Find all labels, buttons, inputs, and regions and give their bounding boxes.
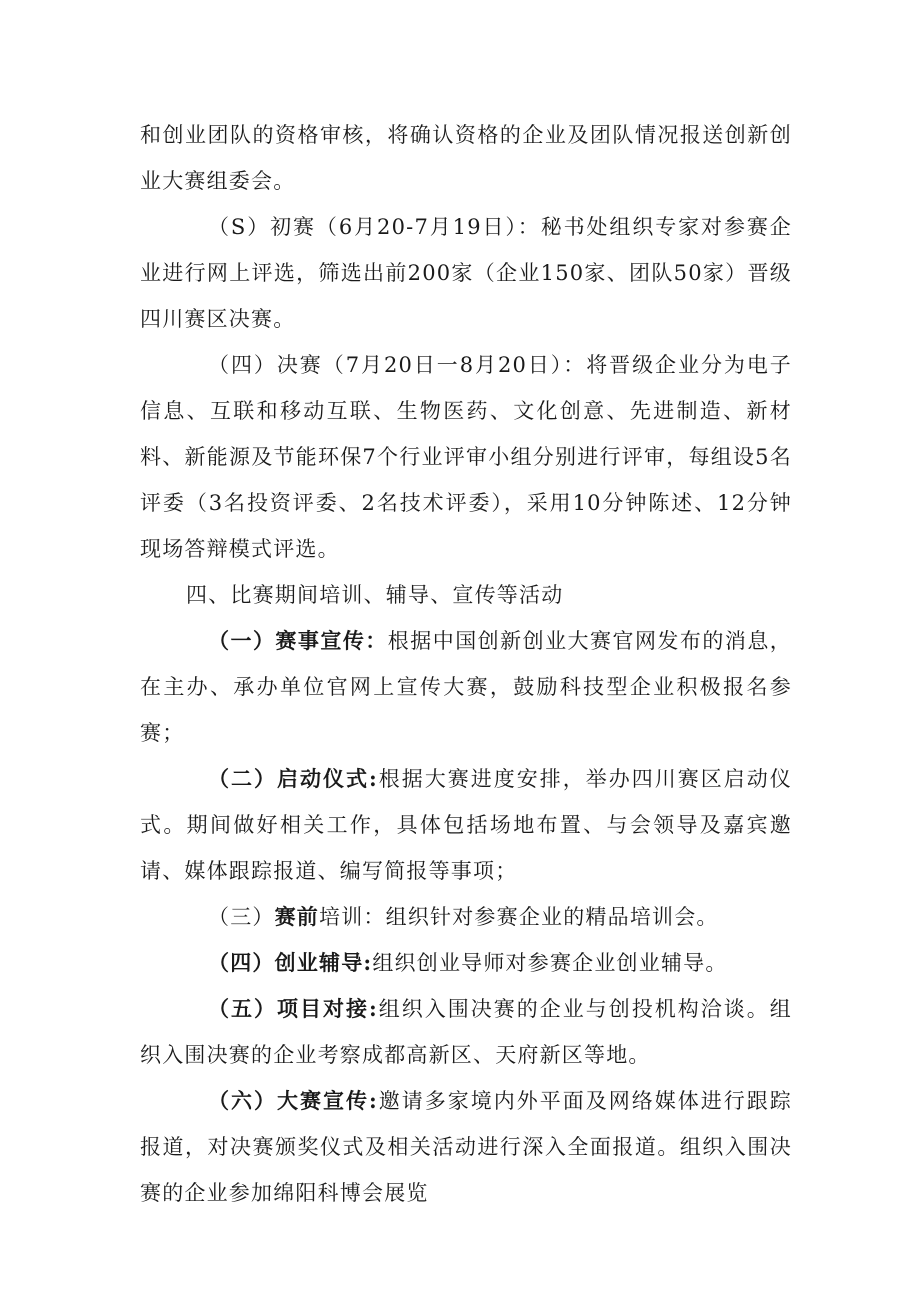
paragraph-text: （S）初赛（6月20-7月19日）：秘书处组织专家对参赛企业进行网上评选，筛选出前200家（企业150家、团队50家）晋级四川赛区决赛。 — [140, 215, 792, 331]
paragraph-lead-bold: 赛前 — [274, 904, 320, 929]
paragraph-lead-bold: （四）创业辅导: — [208, 950, 373, 975]
paragraph-entrepreneurship-mentoring — [140, 940, 792, 986]
paragraph-text: （四）决赛（7月20日一8月20日）：将晋级企业分为电子信息、互联和移动互联、生物医药、文化创意、先进制造、新材料、新能源及节能环保7个行业评审小组分别进行评审，每组设5名评委（3名投资评委、2名技术评委），采用10分钟陈述、12分钟现场答辩模式评选。 — [140, 353, 792, 561]
paragraph-lead-bold: （二）启动仪式: — [208, 766, 378, 791]
paragraph-text: 根据大赛进度安排，举办四川赛区启动仪式。期间做好相关工作，具体包括场地布置、与会领导及嘉宾邀请、媒体跟踪报道、编写简报等事项； — [140, 767, 792, 883]
paragraph-continuation — [140, 112, 792, 204]
paragraph-text: 和创业团队的资格审核，将确认资格的企业及团队情况报送创新创业大赛组委会。 — [140, 123, 792, 193]
document-page — [140, 112, 792, 1216]
paragraph-lead-bold: （五）项目对接: — [208, 996, 378, 1021]
paragraph-text: 组织入围决赛的企业与创投机构洽谈。组织入围决赛的企业考察成都高新区、天府新区等地。 — [140, 997, 792, 1067]
paragraph-preliminary-round — [140, 204, 792, 342]
paragraph-lead-bold: （六）大赛宣传: — [208, 1088, 378, 1113]
paragraph-launch-ceremony — [140, 756, 792, 894]
section-heading-activities — [140, 572, 792, 618]
paragraph-project-matching — [140, 986, 792, 1078]
paragraph-event-promotion — [140, 618, 792, 756]
paragraph-lead-bold: （一）赛事宣传： — [208, 628, 388, 653]
paragraph-lead: （三） — [208, 905, 275, 929]
paragraph-text: 组织创业导师对参赛企业创业辅导。 — [372, 951, 728, 975]
paragraph-competition-publicity — [140, 1078, 792, 1216]
section-heading-text: 四、比赛期间培训、辅导、宣传等活动 — [186, 583, 564, 607]
paragraph-text: 根据中国创新创业大赛官网发布的消息，在主办、承办单位官网上宣传大赛，鼓励科技型企业积极报名参赛； — [140, 629, 792, 745]
paragraph-text: 培训：组织针对参赛企业的精品培训会。 — [319, 905, 719, 929]
paragraph-pre-competition-training — [140, 894, 792, 940]
paragraph-final-round — [140, 342, 792, 572]
paragraph-text: 邀请多家境内外平面及网络媒体进行跟踪报道，对决赛颁奖仪式及相关活动进行深入全面报道。组织入围决赛的企业参加绵阳科博会展览 — [140, 1089, 792, 1205]
